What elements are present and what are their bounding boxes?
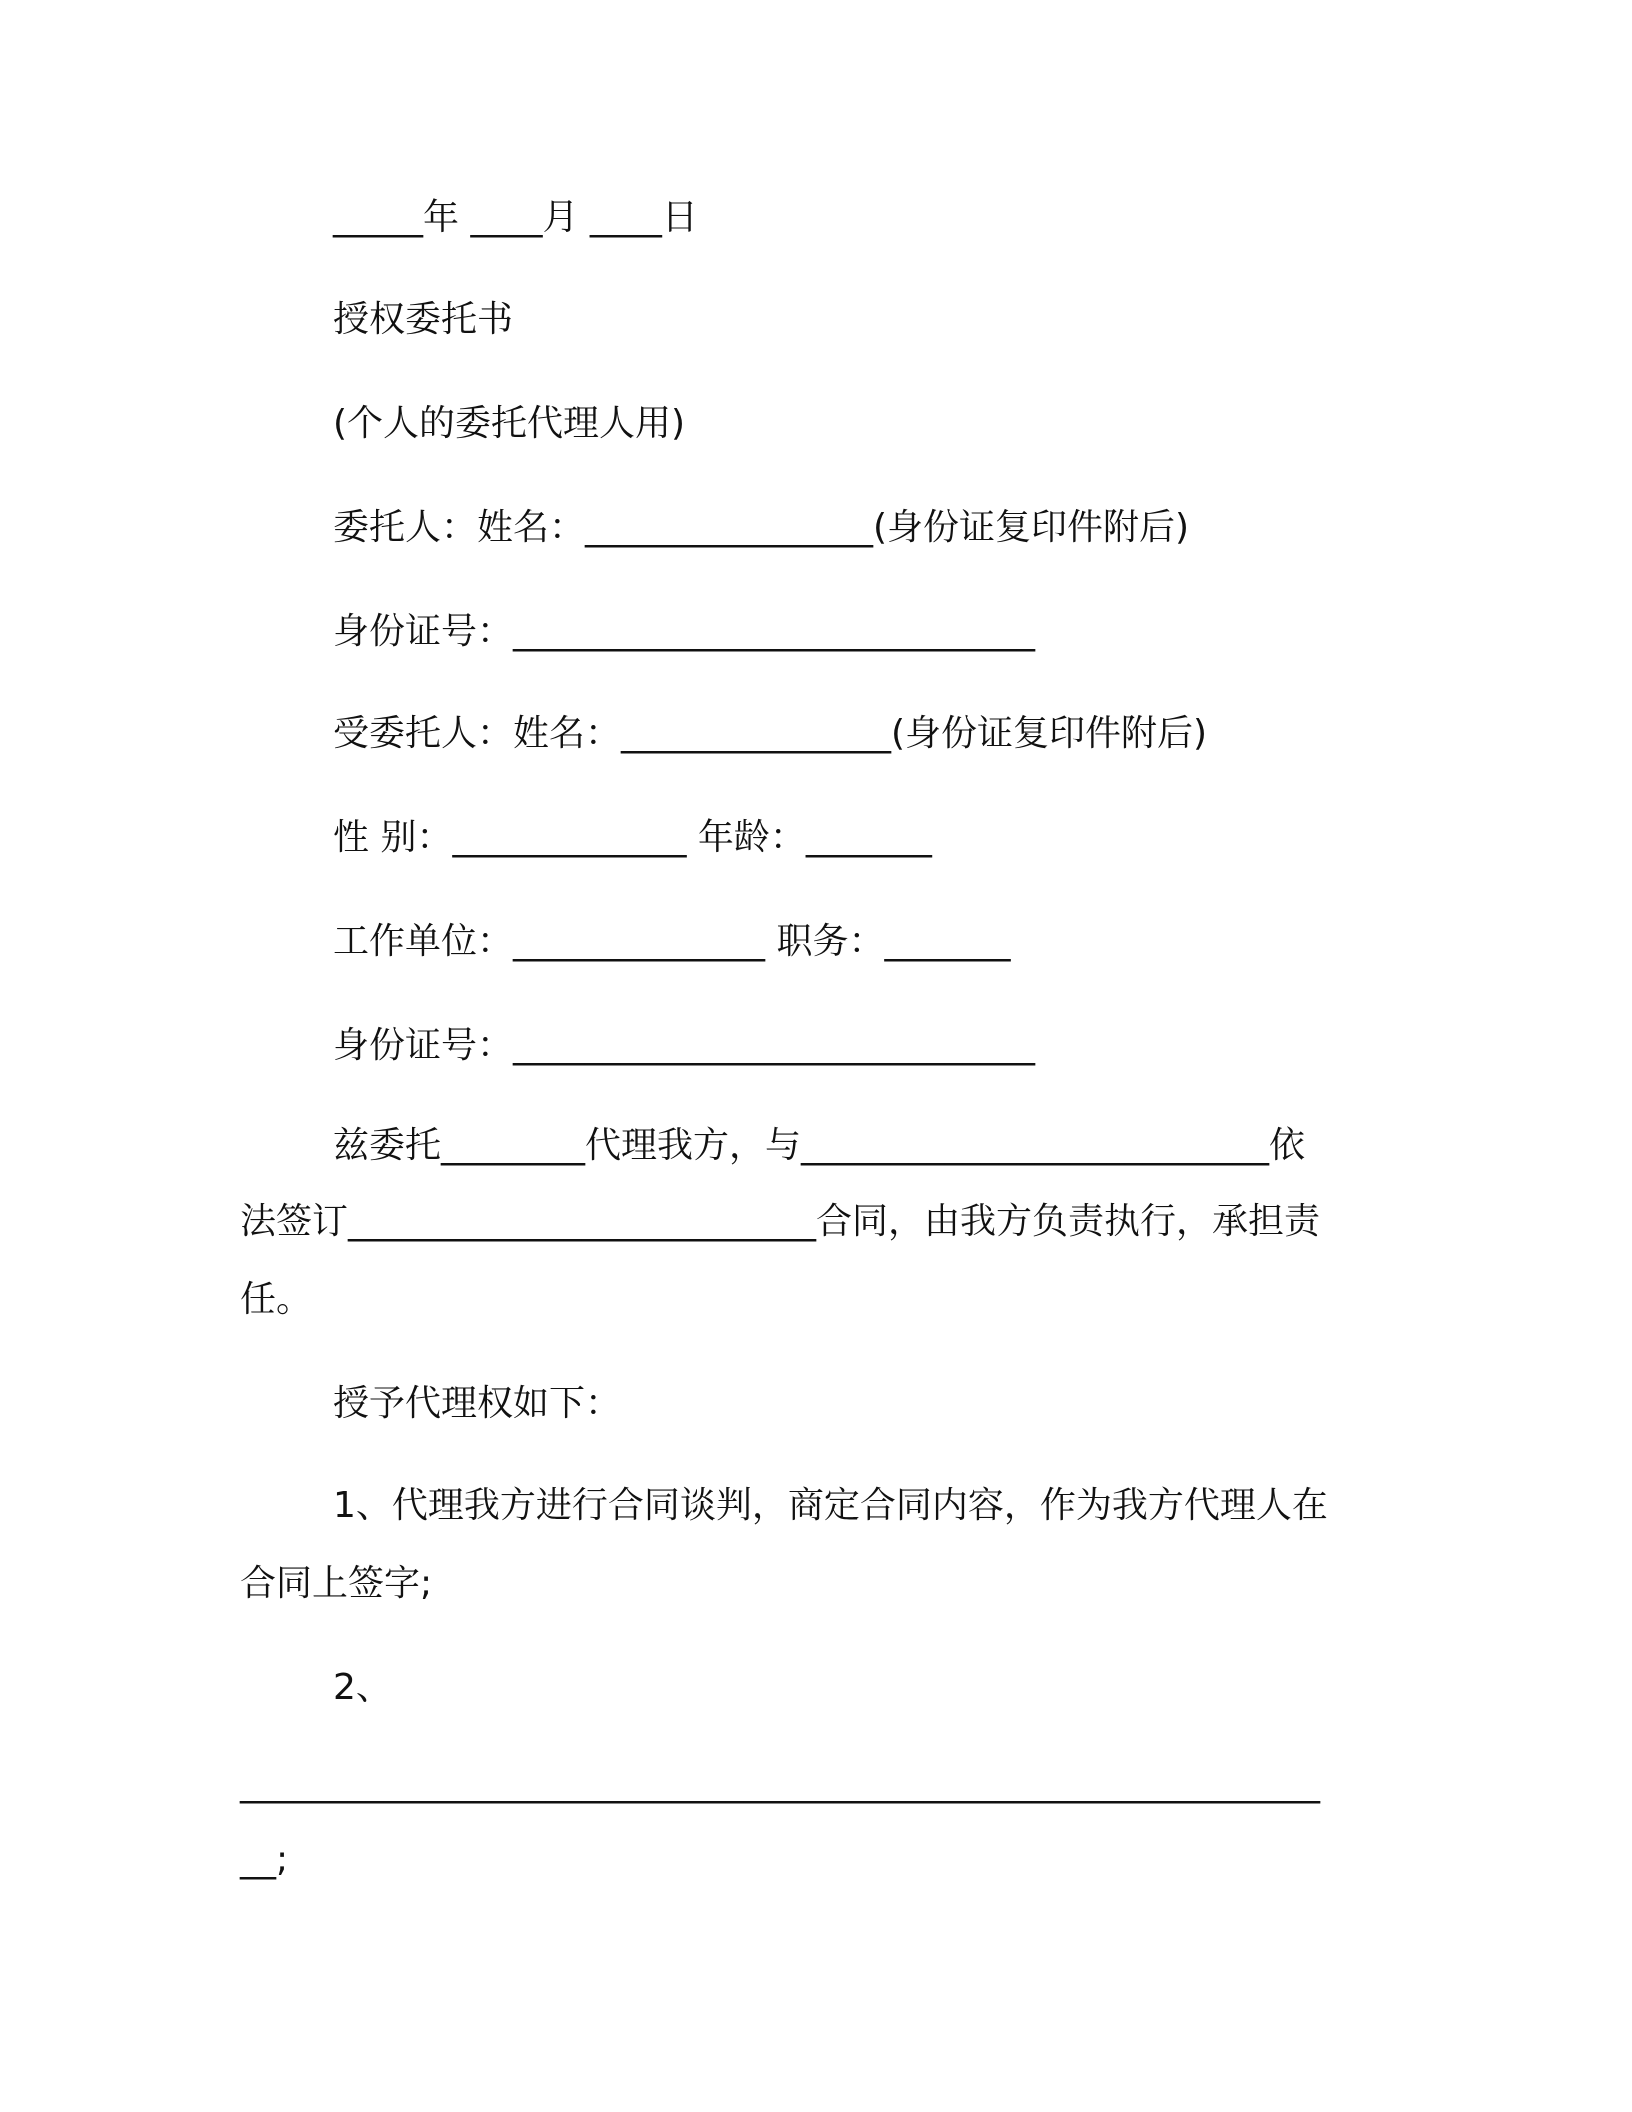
document-subtitle: (个人的委托代理人用) bbox=[333, 403, 686, 444]
entrust-paragraph-line-3: 任。 bbox=[240, 1279, 313, 1320]
entrust-paragraph-line-2: 法签订__________________________合同，由我方负责执行，承担责 bbox=[240, 1201, 1321, 1242]
gender-age-line: 性 别：_____________ 年龄：_______ bbox=[333, 817, 932, 858]
agent-name-line: 受委托人：姓名：_______________(身份证复印件附后) bbox=[333, 713, 1208, 754]
power-1-line-2: 合同上签字; bbox=[240, 1563, 433, 1604]
workplace-position-line: 工作单位：______________ 职务：_______ bbox=[333, 921, 1011, 962]
power-2-end: __; bbox=[240, 1839, 289, 1880]
agent-id-line: 身份证号：_____________________________ bbox=[333, 1025, 1036, 1066]
principal-id-line: 身份证号：_____________________________ bbox=[333, 611, 1036, 652]
principal-name-line: 委托人：姓名：________________(身份证复印件附后) bbox=[333, 507, 1190, 548]
entrust-paragraph-line-1: 兹委托________代理我方，与__________________________依 bbox=[333, 1125, 1306, 1166]
powers-heading: 授予代理权如下： bbox=[333, 1383, 622, 1424]
power-2-blank-line: ____________________________________________________________ bbox=[240, 1763, 1320, 1804]
power-1-line-1: 1、代理我方进行合同谈判，商定合同内容，作为我方代理人在 bbox=[333, 1485, 1328, 1526]
power-2-label: 2、 bbox=[333, 1667, 392, 1708]
document-title: 授权委托书 bbox=[333, 299, 514, 340]
date-line: _____年 ____月 ____日 bbox=[333, 197, 698, 238]
